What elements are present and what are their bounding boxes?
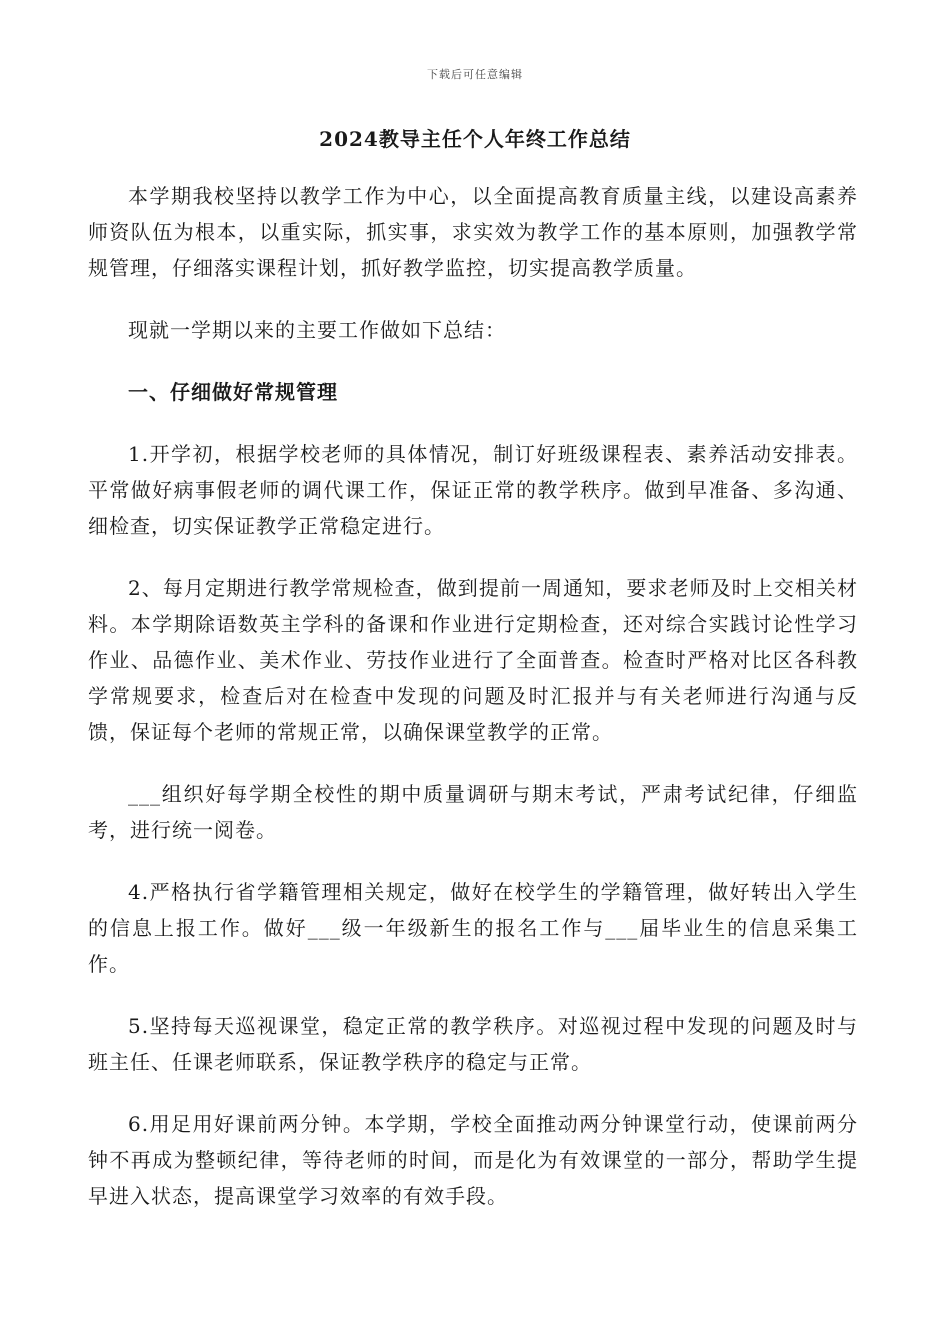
document-body [88,178,858,1240]
section-item-3: ___组织好每学期全校性的期中质量调研与期末考试，严肃考试纪律，仔细监考，进行统一阅卷。 [88,782,858,842]
document-title: 2024教导主任个人年终工作总结 [319,127,631,151]
section-item-2: 2、每月定期进行教学常规检查，做到提前一周通知，要求老师及时上交相关材料。本学期除语数英主学科的备课和作业进行定期检查，还对综合实践讨论性学习作业、品德作业、美术作业、劳技作业进行了全面普查。检查时严格对比区各科教学常规要求，检查后对在检查中发现的问题及时汇报并与有关老师进行沟通与反馈，保证每个老师的常规正常，以确保课堂教学的正常。 [88,576,858,744]
intro-paragraph: 本学期我校坚持以教学工作为中心，以全面提高教育质量主线，以建设高素养师资队伍为根本，以重实际，抓实事，求实效为教学工作的基本原则，加强教学常规管理，仔细落实课程计划，抓好教学监控，切实提高教学质量。 [88,184,858,280]
section-item-1: 1.开学初，根据学校老师的具体情况，制订好班级课程表、素养活动安排表。平常做好病事假老师的调代课工作，保证正常的教学秩序。做到早准备、多沟通、细检查，切实保证教学正常稳定进行。 [88,442,858,538]
section-item-5: 5.坚持每天巡视课堂，稳定正常的教学秩序。对巡视过程中发现的问题及时与班主任、任课老师联系，保证教学秩序的稳定与正常。 [88,1014,858,1074]
summary-lead-paragraph: 现就一学期以来的主要工作做如下总结： [128,318,506,342]
section-heading: 一、仔细做好常规管理 [128,380,338,404]
section-item-4: 4.严格执行省学籍管理相关规定，做好在校学生的学籍管理，做好转出入学生的信息上报工作。做好___级一年级新生的报名工作与___届毕业生的信息采集工作。 [88,880,858,976]
header-note: 下载后可任意编辑 [427,68,523,81]
section-item-6: 6.用足用好课前两分钟。本学期，学校全面推动两分钟课堂行动，使课前两分钟不再成为整顿纪律，等待老师的时间，而是化为有效课堂的一部分，帮助学生提早进入状态，提高课堂学习效率的有效手段。 [88,1112,858,1208]
